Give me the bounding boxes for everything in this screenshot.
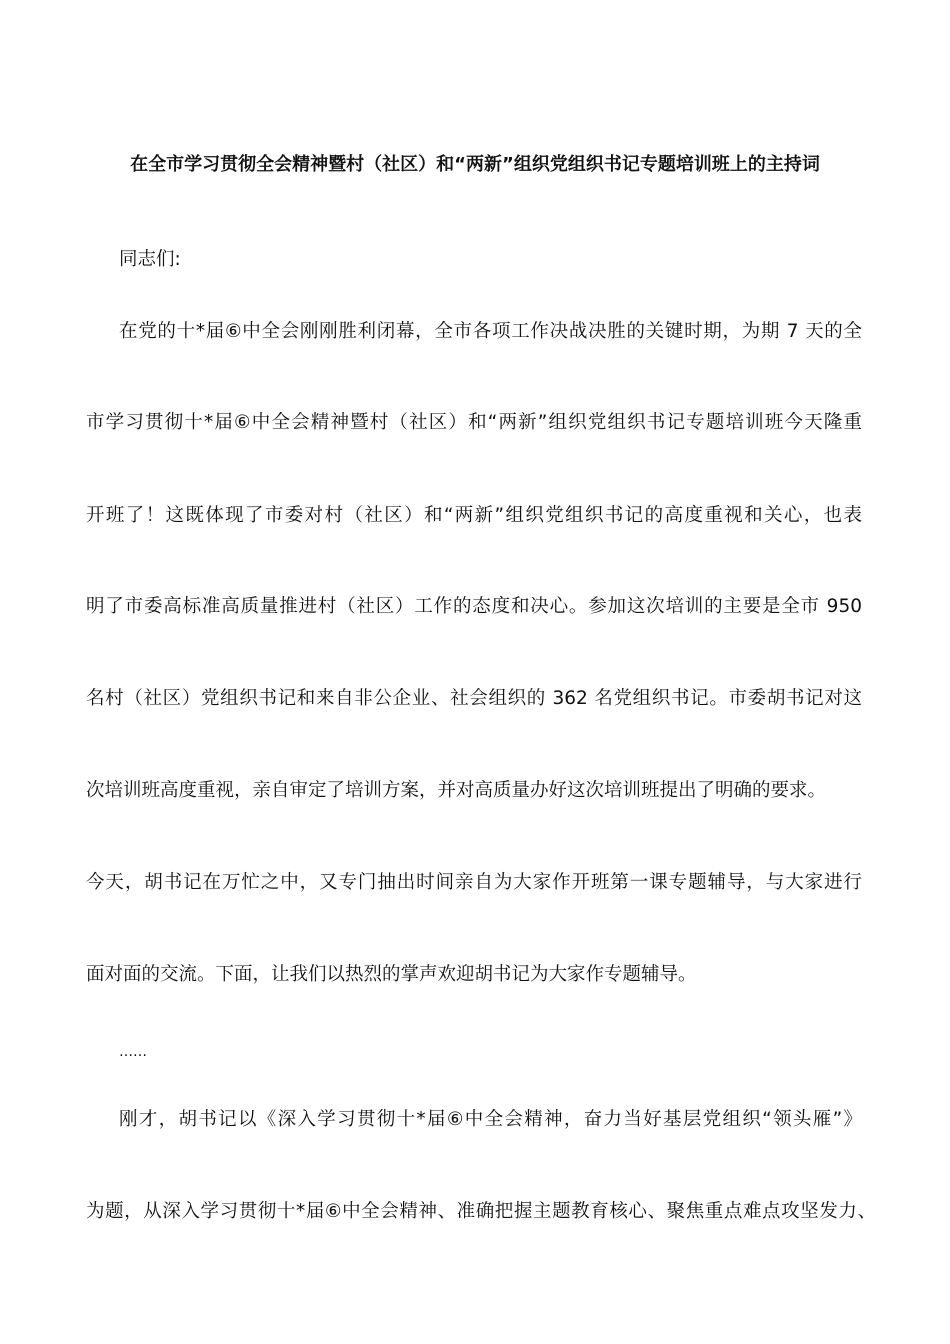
paragraph-1-line-6: 次培训班高度重视，亲自审定了培训方案，并对高质量办好这次培训班提出了明确的要求。 [86,780,827,801]
paragraph-2-line-1: 刚才，胡书记以《深入学习贯彻十*届⑥中全会精神，奋力当好基层党组织“领头雁”》 [119,1109,862,1130]
paragraph-1-line-8: 面对面的交流。下面，让我们以热烈的掌声欢迎胡书记为大家作专题辅导。 [86,964,697,985]
paragraph-1-line-1: 在党的十*届⑥中全会刚刚胜利闭幕，全市各项工作决战决胜的关键时期，为期 7 天的全 [119,321,862,342]
paragraph-1-line-5: 名村（社区）党组织书记和来自非公企业、社会组织的 362 名党组织书记。市委胡书记对这 [86,688,862,709]
paragraph-2-line-2: 为题，从深入学习贯彻十*届⑥中全会精神、准确把握主题教育核心、聚焦重点难点攻坚发力、 [86,1201,876,1222]
ellipsis: …… [119,1044,147,1060]
paragraph-1-line-7: 今天，胡书记在万忙之中，又专门抽出时间亲自为大家作开班第一课专题辅导，与大家进行 [86,872,862,893]
paragraph-1-line-4: 明了市委高标准高质量推进村（社区）工作的态度和决心。参加这次培训的主要是全市 950 [86,596,862,617]
document-title: 在全市学习贯彻全会精神暨村（社区）和“两新”组织党组织书记专题培训班上的主持词 [130,154,820,175]
paragraph-1-line-3: 开班了！这既体现了市委对村（社区）和“两新”组织党组织书记的高度重视和关心，也表 [86,505,862,526]
salutation: 同志们: [119,249,181,270]
paragraph-1-line-2: 市学习贯彻十*届⑥中全会精神暨村（社区）和“两新”组织党组织书记专题培训班今天隆重 [86,412,862,433]
